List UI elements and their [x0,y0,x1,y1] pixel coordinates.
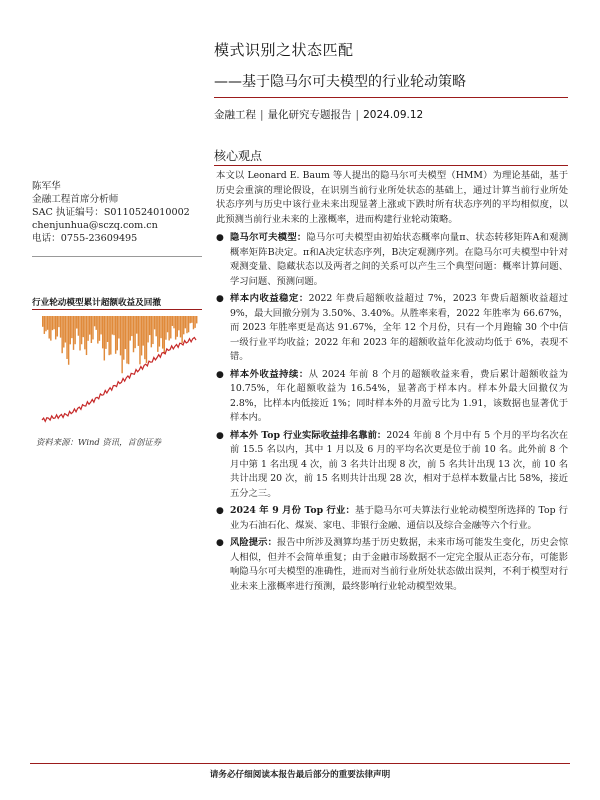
drawdown-bar [121,316,122,373]
drawdown-bar [138,316,139,346]
drawdown-bar [81,316,82,344]
drawdown-bar [92,316,93,339]
drawdown-bar [180,316,181,337]
drawdown-bar [52,316,53,330]
drawdown-bar [188,316,189,332]
drawdown-bar [160,316,161,338]
analyst-divider [32,256,202,257]
drawdown-bar [76,316,77,329]
drawdown-bar [102,316,103,348]
drawdown-bar [159,316,160,347]
drawdown-bar [117,316,118,350]
bullet-heading: 样本外 Top 行业实际收益排名靠前： [230,429,387,441]
analyst-name: 陈军华 [32,181,61,192]
main-content [216,169,568,597]
drawdown-bar [70,316,71,344]
drawdown-bar [60,316,61,338]
drawdown-bar [170,316,171,338]
bullet-dot-icon: ● [216,506,224,516]
title-divider [214,97,568,98]
drawdown-bar [112,316,113,335]
drawdown-bar [173,316,174,328]
drawdown-bar [141,316,142,355]
drawdown-bar [89,316,90,335]
drawdown-bar [131,316,132,336]
drawdown-bar [139,316,140,364]
drawdown-bar [125,316,126,349]
bullet-item [216,231,568,289]
drawdown-bar [149,316,150,335]
drawdown-bar [57,316,58,337]
drawdown-bar [136,316,137,334]
bullet-item [216,368,568,426]
excess-return-line [42,338,196,422]
drawdown-bar [108,316,109,355]
drawdown-bar [126,316,127,364]
drawdown-bar [177,316,178,337]
drawdown-bar [55,316,56,339]
drawdown-bar [130,316,131,341]
drawdown-bar [144,316,145,359]
bullet-text: 从 2024 年前 8 个月的超额收益来看，费后累计超额收益为 10.75%，年化超额收益为 16.54%，显著高于样本内。样本外最大回撤仅为 2.8%，比样本内低接近 1%；同时样本外的月盈亏比为 1.91，该数据也显著优于样本内。 [230,368,568,423]
analyst-sac: SAC 执证编号：S0110524010002 [32,207,190,218]
report-subtitle: ——基于隐马尔可夫模型的行业轮动策略 [214,74,466,90]
chart-divider [32,309,202,310]
bullet-text: 报告中所涉及测算均基于历史数据，未来市场可能发生变化，历史会惊人相似，但并不会简单重复；由于金融市场数据不一定完全服从正态分布，可能影响隐马尔可夫模型的准确性，进而对当前行业所处状态做出误判，不利于模型对行业未来上涨概率进行预测，最终影响行业轮动模型效果。 [230,537,568,592]
drawdown-bar [61,316,62,353]
drawdown-bar [97,316,98,344]
meta-date: 2024.09.12 [363,109,424,121]
drawdown-bar [164,316,165,354]
drawdown-bar [162,316,163,349]
bullet-dot-icon: ● [216,233,224,243]
bullet-text: 隐马尔可夫模型由初始状态概率向量π、状态转移矩阵A和观测概率矩阵B决定。π和A决定状态序列，B决定观测序列。在隐马尔可夫模型中针对观测变量、隐藏状态以及两者之间的关系可以产生三个典型问题：概率计算问题、学习问题、预测问题。 [230,232,568,287]
bullet-list [216,231,568,594]
drawdown-bar [118,316,119,338]
drawdown-bar [175,316,176,340]
bullet-heading: 样本外收益持续： [230,368,309,380]
drawdown-bar [87,316,88,341]
drawdown-bar [172,316,173,326]
drawdown-bar [183,316,184,334]
bullet-item [216,429,568,502]
drawdown-bar [73,316,74,350]
drawdown-bar [128,316,129,364]
analyst-block [32,180,207,245]
drawdown-bar [196,316,197,323]
drawdown-bar [155,316,156,336]
bullet-item [216,292,568,365]
drawdown-bar [194,316,195,328]
drawdown-bar [66,316,67,359]
drawdown-bar [168,316,169,340]
bullet-dot-icon: ● [216,538,224,548]
footer-divider [30,763,570,764]
drawdown-bar [100,316,101,334]
drawdown-bar [105,316,106,349]
drawdown-bar [44,316,45,334]
analyst-phone: 电话：0755-23609495 [32,233,138,244]
drawdown-bar [79,316,80,350]
drawdown-bar [78,316,79,336]
drawdown-bar [91,316,92,343]
drawdown-bar [165,316,166,340]
bullet-text: 基于隐马尔可夫算法行业轮动模型所选择的 Top 行业为石油石化、煤炭、家电、非银行金融、通信以及综合金融等六个行业。 [230,505,568,531]
drawdown-bar [63,316,64,348]
bullet-text: 2024 年前 8 个月中有 5 个月的平均名次在前 15.5 名以内，其中 1 月以及 6 月的平均名次更是位于前 10 名。此外前 8 个月中第 1 名出现 4 次，前 3 名共计出现 8 次，前 5 名共计出现 13 次，前 10 名共计出现 20 次，前 15 名则共计出现 28 次，相对于总样本数量占比 58%，接近五分之三。 [230,429,568,499]
drawdown-bar [134,316,135,348]
drawdown-bar [154,316,155,329]
drawdown-bar [58,316,59,327]
drawdown-bar [86,316,87,355]
meta-report-type: 量化研究专题报告 [267,109,352,121]
drawdown-bar [107,316,108,342]
drawdown-bar [84,316,85,349]
bullet-heading: 样本内收益稳定： [230,293,309,304]
drawdown-bar [167,316,168,332]
bullet-item [216,536,568,594]
drawdown-bar [193,316,194,329]
drawdown-bar [178,316,179,330]
drawdown-bar [190,316,191,323]
drawdown-bar [50,316,51,341]
drawdown-bar [110,316,111,355]
drawdown-bar [186,316,187,333]
analyst-role: 金融工程首席分析师 [32,194,119,205]
drawdown-bar [185,316,186,328]
bullet-text: 2022 年费后超额收益超过 7%，2023 年费后超额收益超过 9%，最大回撤分别为 3.50%、3.40%。从胜率来看，2022 年胜率为 66.67%，而 2023 年胜率更是高达 91.67%，全年 12 个月份，只有一个月跑输 30 个中信一级行业平均收益；2022 年和 2023 年的超额收益年化波动均低于 6%，表现不错。 [230,293,568,362]
excess-return-chart [32,312,202,430]
drawdown-bar [157,316,158,352]
drawdown-bar [99,316,100,341]
drawdown-bar [146,316,147,363]
drawdown-bar [95,316,96,330]
drawdown-bar [45,316,46,331]
drawdown-bar [48,316,49,339]
bullet-heading: 2024 年 9 月份 Top 行业： [230,505,356,516]
drawdown-bar [133,316,134,352]
report-meta [214,107,423,122]
drawdown-bar [47,316,48,330]
drawdown-bar [83,316,84,337]
drawdown-bar [120,316,121,355]
chart-source: 资料来源：Wind 资讯，首创证券 [36,437,162,447]
drawdown-bar [65,316,66,343]
report-title: 模式识别之状态匹配 [214,41,354,59]
drawdown-bar [181,316,182,343]
drawdown-bar [94,316,95,326]
bullet-dot-icon: ● [216,369,224,380]
section-title: 核心观点 [214,149,263,163]
drawdown-bar [147,316,148,342]
meta-separator: | [260,109,264,121]
meta-category: 金融工程 [214,109,256,121]
chart-title: 行业轮动模型累计超额收益及回撤 [32,298,161,308]
drawdown-bar [104,316,105,360]
bullet-heading: 隐马尔可夫模型： [230,232,307,243]
drawdown-bar [71,316,72,338]
drawdown-bar [113,316,114,335]
intro-paragraph: 本文以 Leonard E. Baum 等人提出的隐马尔可夫模型（HMM）为理论基础，基于历史会重演的理论假设，在识别当前行业所处状态的基础上，通过计算当前行业所处状态序列与历史中该行业未来出现显著上涨或下跌时所有状态序列的平均相似度，以此预测当前行业未来的上涨概率，进而构建行业轮动策略。 [216,170,568,225]
drawdown-bar [68,316,69,365]
footer-disclaimer[interactable]: 请务必仔细阅读本报告最后部分的重要法律声明 [209,770,391,780]
drawdown-bar [123,316,124,360]
drawdown-bar [42,316,43,327]
bullet-dot-icon: ● [216,430,224,441]
drawdown-bar [53,316,54,329]
analyst-email[interactable]: chenjunhua@sczq.com.cn [32,220,158,231]
bullet-item [216,504,568,533]
drawdown-bar [191,316,192,323]
drawdown-bar [143,316,144,346]
bullet-heading: 风险提示： [230,537,277,548]
drawdown-bar [74,316,75,344]
drawdown-bars [42,316,197,373]
drawdown-bar [151,316,152,347]
section-divider [214,165,568,166]
drawdown-bar [152,316,153,344]
drawdown-bar [115,316,116,354]
bullet-dot-icon: ● [216,294,224,304]
meta-separator: | [355,109,360,121]
